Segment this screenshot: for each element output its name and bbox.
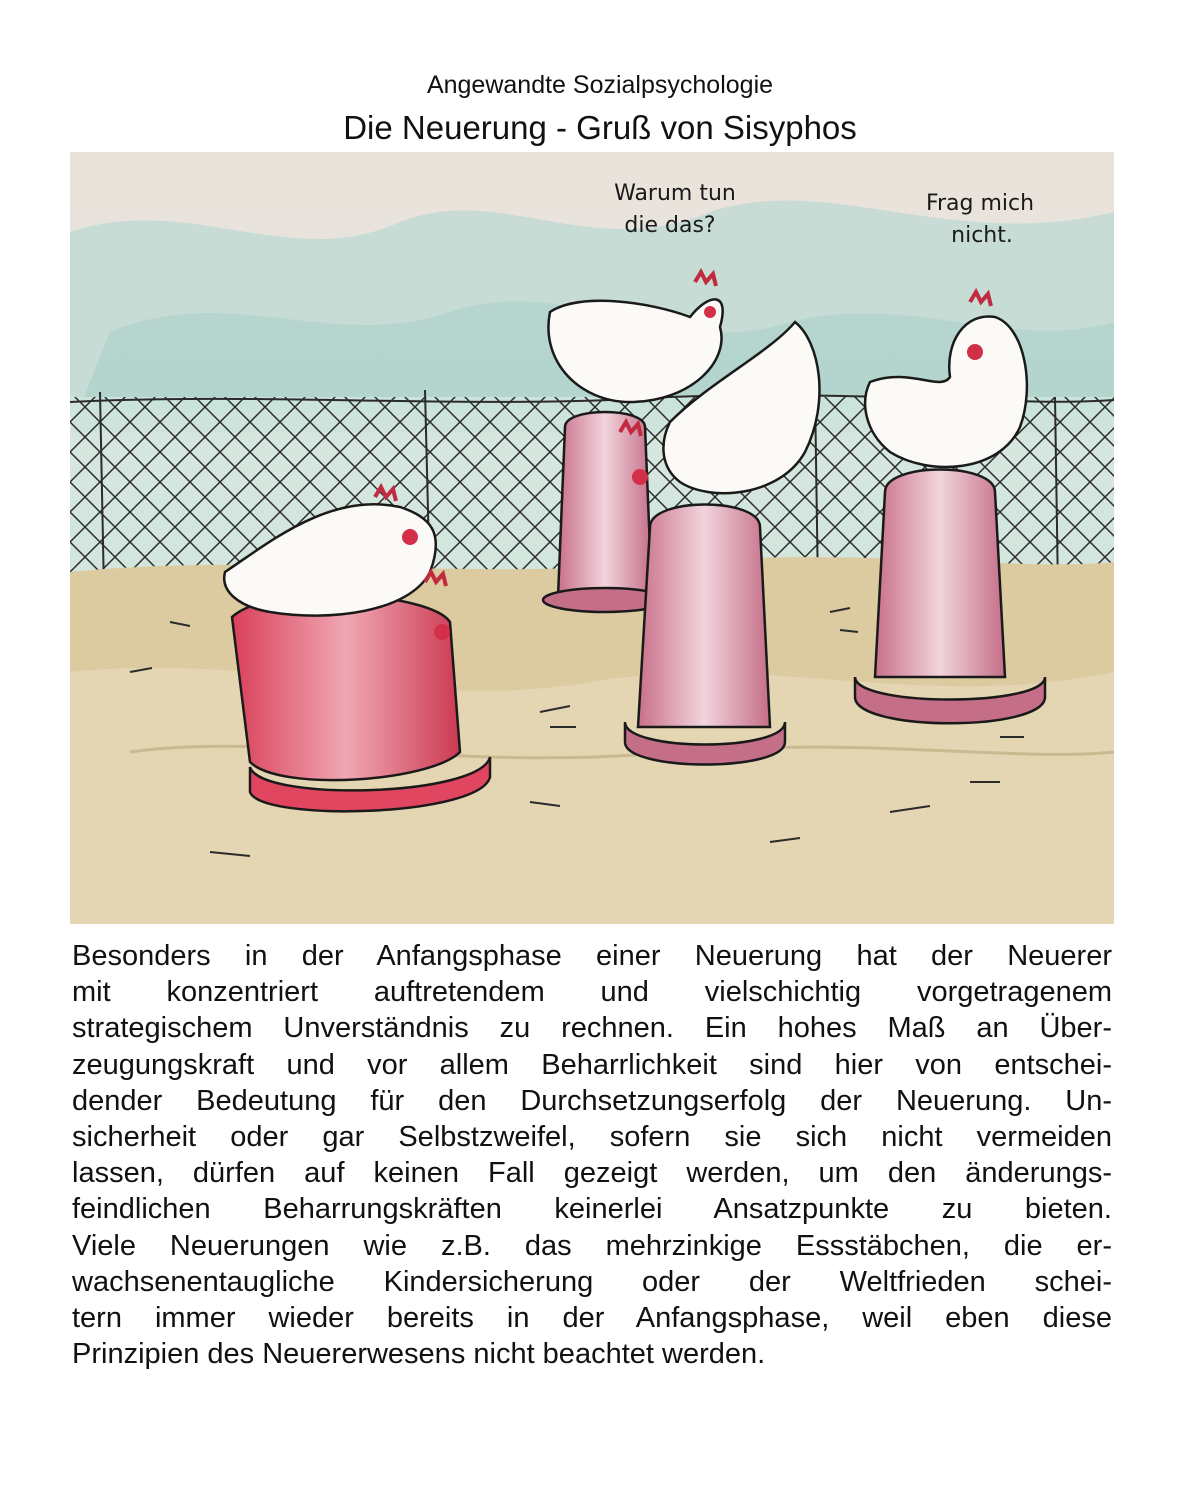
body-line: Prinzipien des Neuererwesens nicht beachtet werden. xyxy=(72,1338,766,1371)
body-line: lassen, dürfen auf keinen Fall gezeigt werden, um den änderungs- xyxy=(72,1157,1112,1190)
body-line: Besonders in der Anfangsphase einer Neuerung hat der Neuerer xyxy=(72,940,1112,972)
body-line: tern immer wieder bereits in der Anfangsphase, weil eben diese xyxy=(72,1302,1112,1335)
body-line: strategischem Unverständnis zu rechnen. Ein hohes Maß an Über- xyxy=(72,1012,1112,1045)
body-line: sicherheit oder gar Selbstzweifel, sofern sie sich nicht vermeiden xyxy=(72,1121,1112,1154)
page-title: Die Neuerung - Gruß von Sisyphos xyxy=(343,109,857,146)
body-line: wachsenentaugliche Kindersicherung oder der Weltfrieden schei- xyxy=(72,1265,1112,1298)
speech-warum-line1: Warum tun xyxy=(614,181,736,206)
body-paragraph xyxy=(72,938,1112,1372)
body-line: Viele Neuerungen wie z.B. das mehrzinkige Essstäbchen, die er- xyxy=(72,1229,1112,1262)
page-kicker: Angewandte Sozialpsychologie xyxy=(426,71,774,99)
speech-frag-line1: Frag mich xyxy=(925,191,1035,216)
body-line: feindlichen Beharrungskräften keinerlei Ansatzpunkte zu bieten. xyxy=(72,1193,1112,1226)
speech-frag-line2: nicht. xyxy=(951,223,1013,248)
body-line: dender Bedeutung für den Durchsetzungserfolg der Neuerung. Un- xyxy=(72,1084,1112,1117)
body-line: zeugungskraft und vor allem Beharrlichkeit sind hier von entschei- xyxy=(72,1048,1112,1081)
cartoon-illustration xyxy=(70,152,1114,924)
body-line: mit konzentriert auftretendem und vielschichtig vorgetragenem xyxy=(72,976,1112,1009)
speech-warum-line2: die das? xyxy=(624,213,716,238)
